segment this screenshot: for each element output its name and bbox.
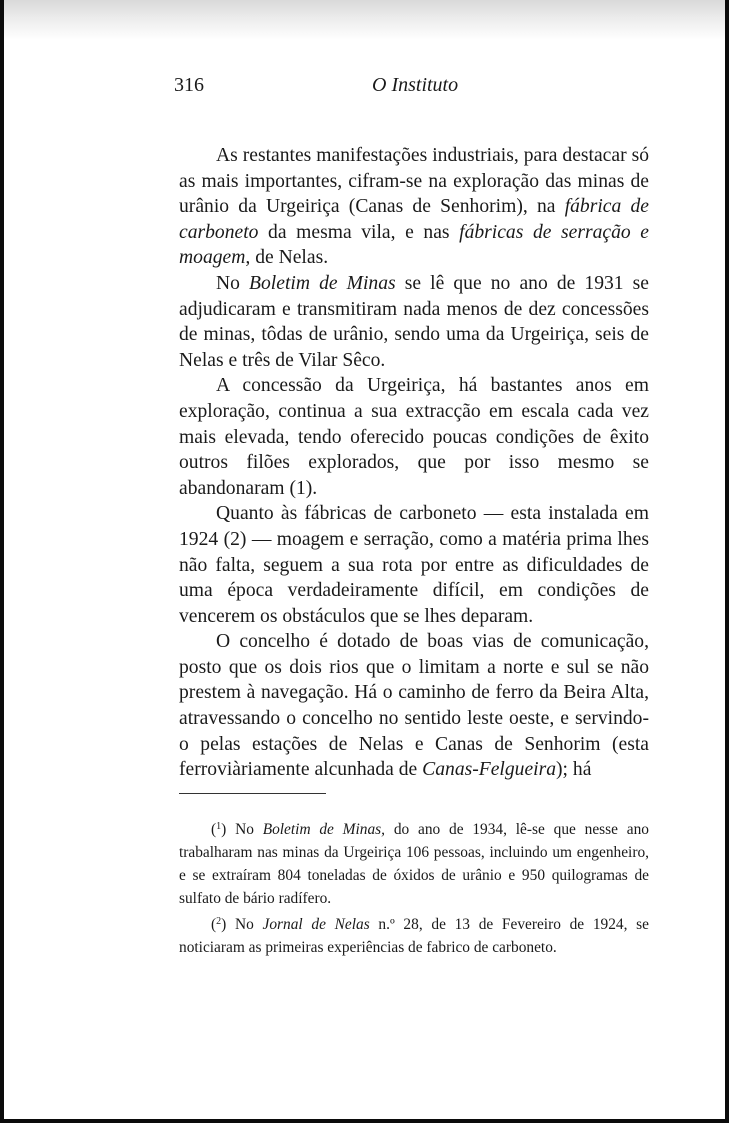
footnote-2: ($^2$) No Jornal de Nelas n.º 28, de 13 de Fevereiro de 1924, se noticiaram as primeiras experiências de fabrico de carboneto. (179, 916, 649, 956)
footnote-mark: 1 (216, 821, 222, 832)
footnote-text: No (226, 916, 263, 933)
scan-shadow (4, 0, 725, 40)
italic-phrase: Boletim de Minas (249, 272, 396, 294)
italic-phrase: Canas-Felgueira (422, 759, 557, 781)
paragraph-text: No (216, 272, 250, 294)
paragraph-text: ); há (556, 759, 592, 781)
footnote-mark: 2 (216, 916, 222, 927)
page-header (174, 74, 524, 104)
italic-phrase: Boletim de Minas, (262, 821, 386, 838)
paragraph-text: . (312, 477, 318, 499)
footnotes (179, 815, 649, 959)
footnote-text: No (226, 821, 263, 838)
paragraph-2 (179, 271, 649, 373)
paragraph-1 (179, 143, 649, 271)
page-number: 316 (174, 74, 204, 96)
paragraph-text: da mesma vila, e nas (258, 221, 460, 243)
paragraph-5 (179, 629, 649, 783)
paragraph-text: A concessão da Urgeiriça, há bastantes anos em exploração, continua a sua extracção em escala cada vez mais elevada, tendo oferecido poucas condições de êxito outros filões explorados, que por isso mesmo se abandonaram (179, 375, 649, 499)
paragraph-3 (179, 373, 649, 501)
paragraph-text: As restantes manifestações industriais, para destacar só as mais importantes, cifram-se na exploração das minas de urânio da Urgeiriça (Canas de Senhorim), na (179, 145, 649, 218)
running-title: O Instituto (372, 74, 459, 96)
body-text (179, 143, 649, 783)
footnote-ref-2[interactable]: (2) (223, 528, 247, 550)
italic-phrase: fábrica de carboneto (179, 196, 649, 243)
paragraph-text: — moagem e serração, como a matéria prima lhes não falta, seguem a sua rota por entre as dificuldades de uma época verdadeiramente difícil, em condições de vencerem os obstáculos que se lhes deparam. (179, 528, 649, 627)
footnote-divider (179, 793, 326, 794)
paragraph-text: O concelho é dotado de boas vias de comunicação, posto que os dois rios que o limitam a norte e sul se não prestem à navegação. Há o caminho de ferro da Beira Alta, atravessando o concelho no sentido leste oeste, e servindo-o pelas estações de Nelas e Canas de Senhorim (esta ferroviàriamente alcunhada de (179, 631, 649, 781)
paragraph-4 (179, 501, 649, 629)
paragraph-text: se lê que no ano de 1931 se adjudicaram e transmitiram nada menos de dez concessões de minas, tôdas de urânio, sendo uma da Urgeiriça, seis de Nelas e três de Vilar Sêco. (179, 272, 650, 371)
italic-phrase: fábricas de serração e moagem, (179, 221, 649, 269)
footnote-text: do ano de 1934, lê-se que nesse ano trabalharam nas minas da Urgeiriça 106 pessoas, incluindo um engenheiro, e se extraíram 804 toneladas de óxidos de urânio e 950 quilogramas de sulfato de bário radífero. (179, 821, 649, 907)
footnote-1: ($^1$) No Boletim de Minas, do ano de 1934, lê-se que nesse ano trabalharam nas minas da Urgeiriça 106 pessoas, incluindo um engenheiro, e se extraíram 804 toneladas de óxidos de urânio e 950 quilogramas de sulfato de bário radífero. (179, 821, 649, 907)
paragraph-text: Quanto às fábricas de carboneto — esta instalada em 1924 (179, 503, 649, 550)
footnote-ref-wrap (289, 478, 317, 499)
footnote-text: n.º 28, de 13 de Fevereiro de 1924, se noticiaram as primeiras experiências de fabrico de carboneto. (179, 916, 649, 956)
footnote-ref-1[interactable]: (1) (289, 477, 313, 499)
paragraph-text: de Nelas. (250, 247, 329, 269)
italic-phrase: Jornal de Nelas (262, 916, 370, 933)
